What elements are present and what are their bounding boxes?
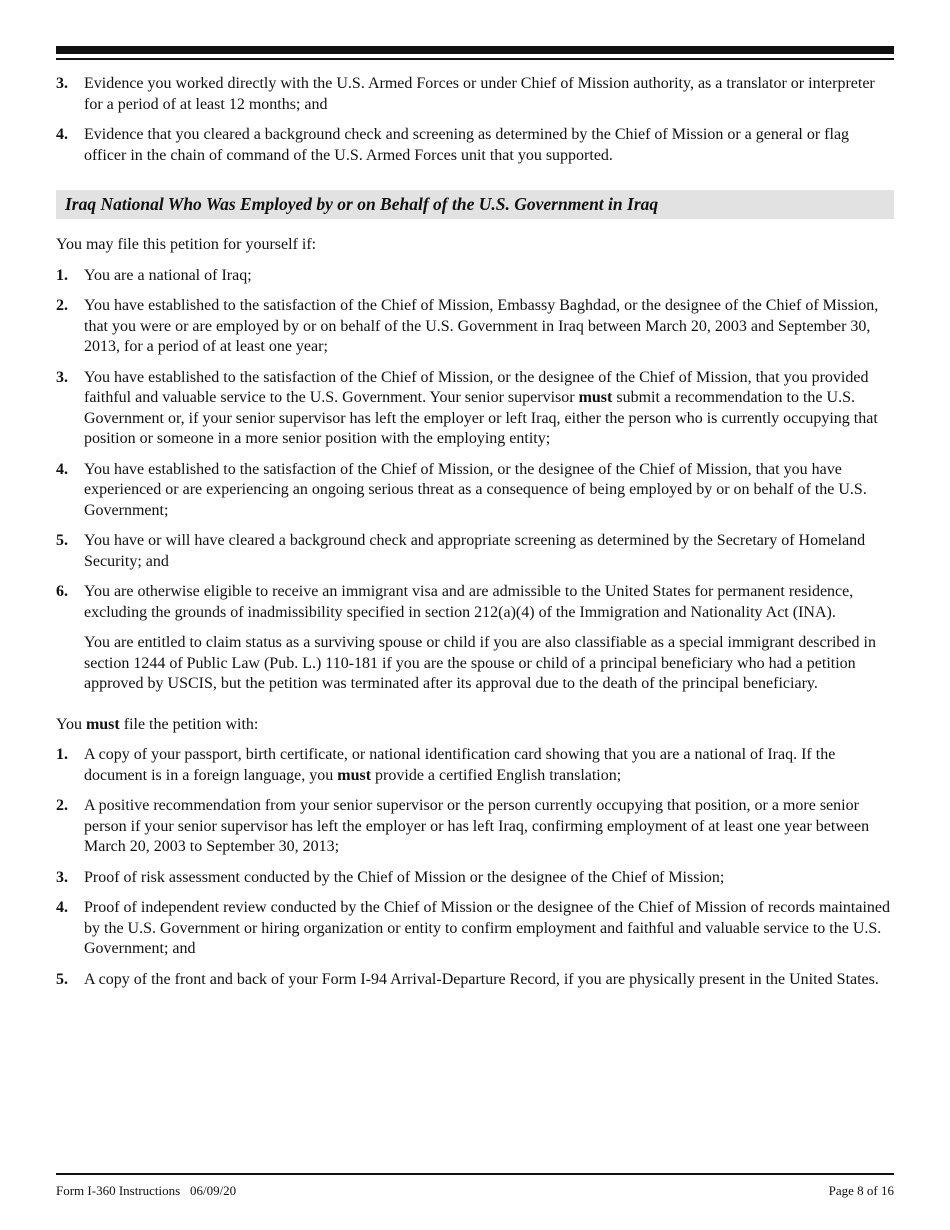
- list-item: [56, 582, 894, 623]
- item-number: 4.: [56, 899, 68, 916]
- surviving-spouse-note: You are entitled to claim status as a surviving spouse or child if you are also classifiable as a special immigrant described in section 1244 of Public Law (Pub. L.) 110-181 if you are the spouse or child of a principal beneficiary who had a petition approved by USCIS, but the petition was terminated after its approval due to the death of the principal beneficiary.: [84, 634, 876, 692]
- item-text: Evidence that you cleared a background check and screening as determined by the Chief of Mission or a general or flag officer in the chain of command of the U.S. Armed Forces unit that you supported.: [84, 126, 850, 164]
- list-item: [56, 970, 894, 991]
- footer-page-number: Page 8 of 16: [828, 1183, 894, 1198]
- item-number: 3.: [56, 868, 68, 886]
- item-text-part: provide a certified English translation;: [371, 766, 622, 784]
- item-text: Evidence you worked directly with the U.S. Armed Forces or under Chief of Mission authority, as a translator or interpreter for a period of at least 12 months; and: [84, 75, 875, 113]
- item-number: 1.: [56, 266, 68, 284]
- item-number: 2.: [56, 297, 68, 314]
- item-text: A copy of the front and back of your Form I-94 Arrival-Departure Record, if you are physically present in the United States.: [84, 970, 879, 988]
- item-number: 3.: [56, 368, 68, 386]
- section-title: Iraq National Who Was Employed by or on Behalf of the U.S. Government in Iraq: [56, 190, 894, 219]
- list-item: [56, 868, 894, 889]
- list-item: [56, 745, 894, 786]
- intro-text-part: file the petition with:: [119, 715, 259, 733]
- item-text: [84, 745, 894, 786]
- list-item: [56, 266, 894, 287]
- item-text: A positive recommendation from your senior supervisor or the person currently occupying that position, or a more senior person if your senior supervisor has left the employer or has left Iraq, confirming employment of at least one year between March 20, 2003 to September 30, 2013;: [84, 797, 870, 855]
- item-number: 4.: [56, 460, 68, 478]
- list-item: [56, 74, 894, 115]
- item-text-part: A copy of your passport, birth certificate, or national identification card showing that you are a national of Iraq. If the document is in a foreign language, you: [84, 746, 836, 784]
- list-item: [56, 460, 894, 522]
- header-rule-thick: [56, 46, 894, 54]
- list-item: [56, 531, 894, 572]
- eligibility-intro: You may file this petition for yourself if:: [56, 236, 317, 253]
- item-text: You are a national of Iraq;: [84, 266, 252, 284]
- evidence-list: [56, 745, 894, 990]
- list-item: [56, 368, 894, 450]
- footer-rule: [56, 1173, 894, 1175]
- item-number: 3.: [56, 75, 68, 92]
- top-list: [56, 74, 894, 166]
- item-number: 1.: [56, 746, 68, 763]
- item-text: You have or will have cleared a background check and appropriate screening as determined by the Secretary of Homeland Security; and: [84, 532, 866, 570]
- list-item: [56, 296, 894, 358]
- item-text: [84, 368, 894, 450]
- footer-form-info: Form I-360 Instructions 06/09/20: [56, 1183, 237, 1198]
- list-item: [56, 796, 894, 858]
- list-item: [56, 125, 894, 166]
- emphasis-must: must: [85, 715, 120, 733]
- list-item: [56, 898, 894, 960]
- item-text: You have established to the satisfaction of the Chief of Mission, or the designee of the Chief of Mission, that you have experienced or are experiencing an ongoing serious threat as a consequence of being employed by or on behalf of the U.S. Government;: [84, 460, 867, 519]
- item-text: You have established to the satisfaction of the Chief of Mission, Embassy Baghdad, or the designee of the Chief of Mission, that you were or are employed by or on behalf of the U.S. Government in Iraq between March 20, 2003 and September 30, 2013, for a period of at least one year;: [84, 297, 879, 355]
- item-text: You are otherwise eligible to receive an immigrant visa and are admissible to the United States for permanent residence, excluding the grounds of inadmissibility specified in section 212(a)(4) of the Immigration and Nationality Act (INA).: [84, 583, 854, 621]
- page-content: [56, 74, 894, 1000]
- item-number: 4.: [56, 126, 68, 143]
- item-number: 5.: [56, 970, 68, 988]
- item-text-part: submit a recommendation to the U.S. Government or, if your senior supervisor has left the employer or left Iraq, either the person who is currently occupying that position or someone in a more senior position with the employing entity;: [84, 389, 878, 447]
- emphasis-must: must: [578, 389, 613, 406]
- emphasis-must: must: [337, 766, 372, 784]
- header-rule-thin: [56, 58, 894, 60]
- eligibility-list: [56, 266, 894, 624]
- item-number: 6.: [56, 583, 68, 600]
- item-text: Proof of independent review conducted by the Chief of Mission or the designee of the Chief of Mission of records maintained by the U.S. Government or hiring organization or entity to confirm employment and faithful and valuable service to the U.S. Government; and: [84, 899, 891, 957]
- intro-text-part: You: [56, 715, 86, 733]
- must-file-intro: [56, 715, 894, 736]
- item-text: Proof of risk assessment conducted by the Chief of Mission or the designee of the Chief of Mission;: [84, 868, 725, 886]
- item-text-part: You have established to the satisfaction of the Chief of Mission, or the designee of the Chief of Mission, that you provided faithful and valuable service to the U.S. Government. Your senior supervisor: [84, 368, 869, 406]
- item-number: 2.: [56, 797, 68, 814]
- item-number: 5.: [56, 532, 68, 549]
